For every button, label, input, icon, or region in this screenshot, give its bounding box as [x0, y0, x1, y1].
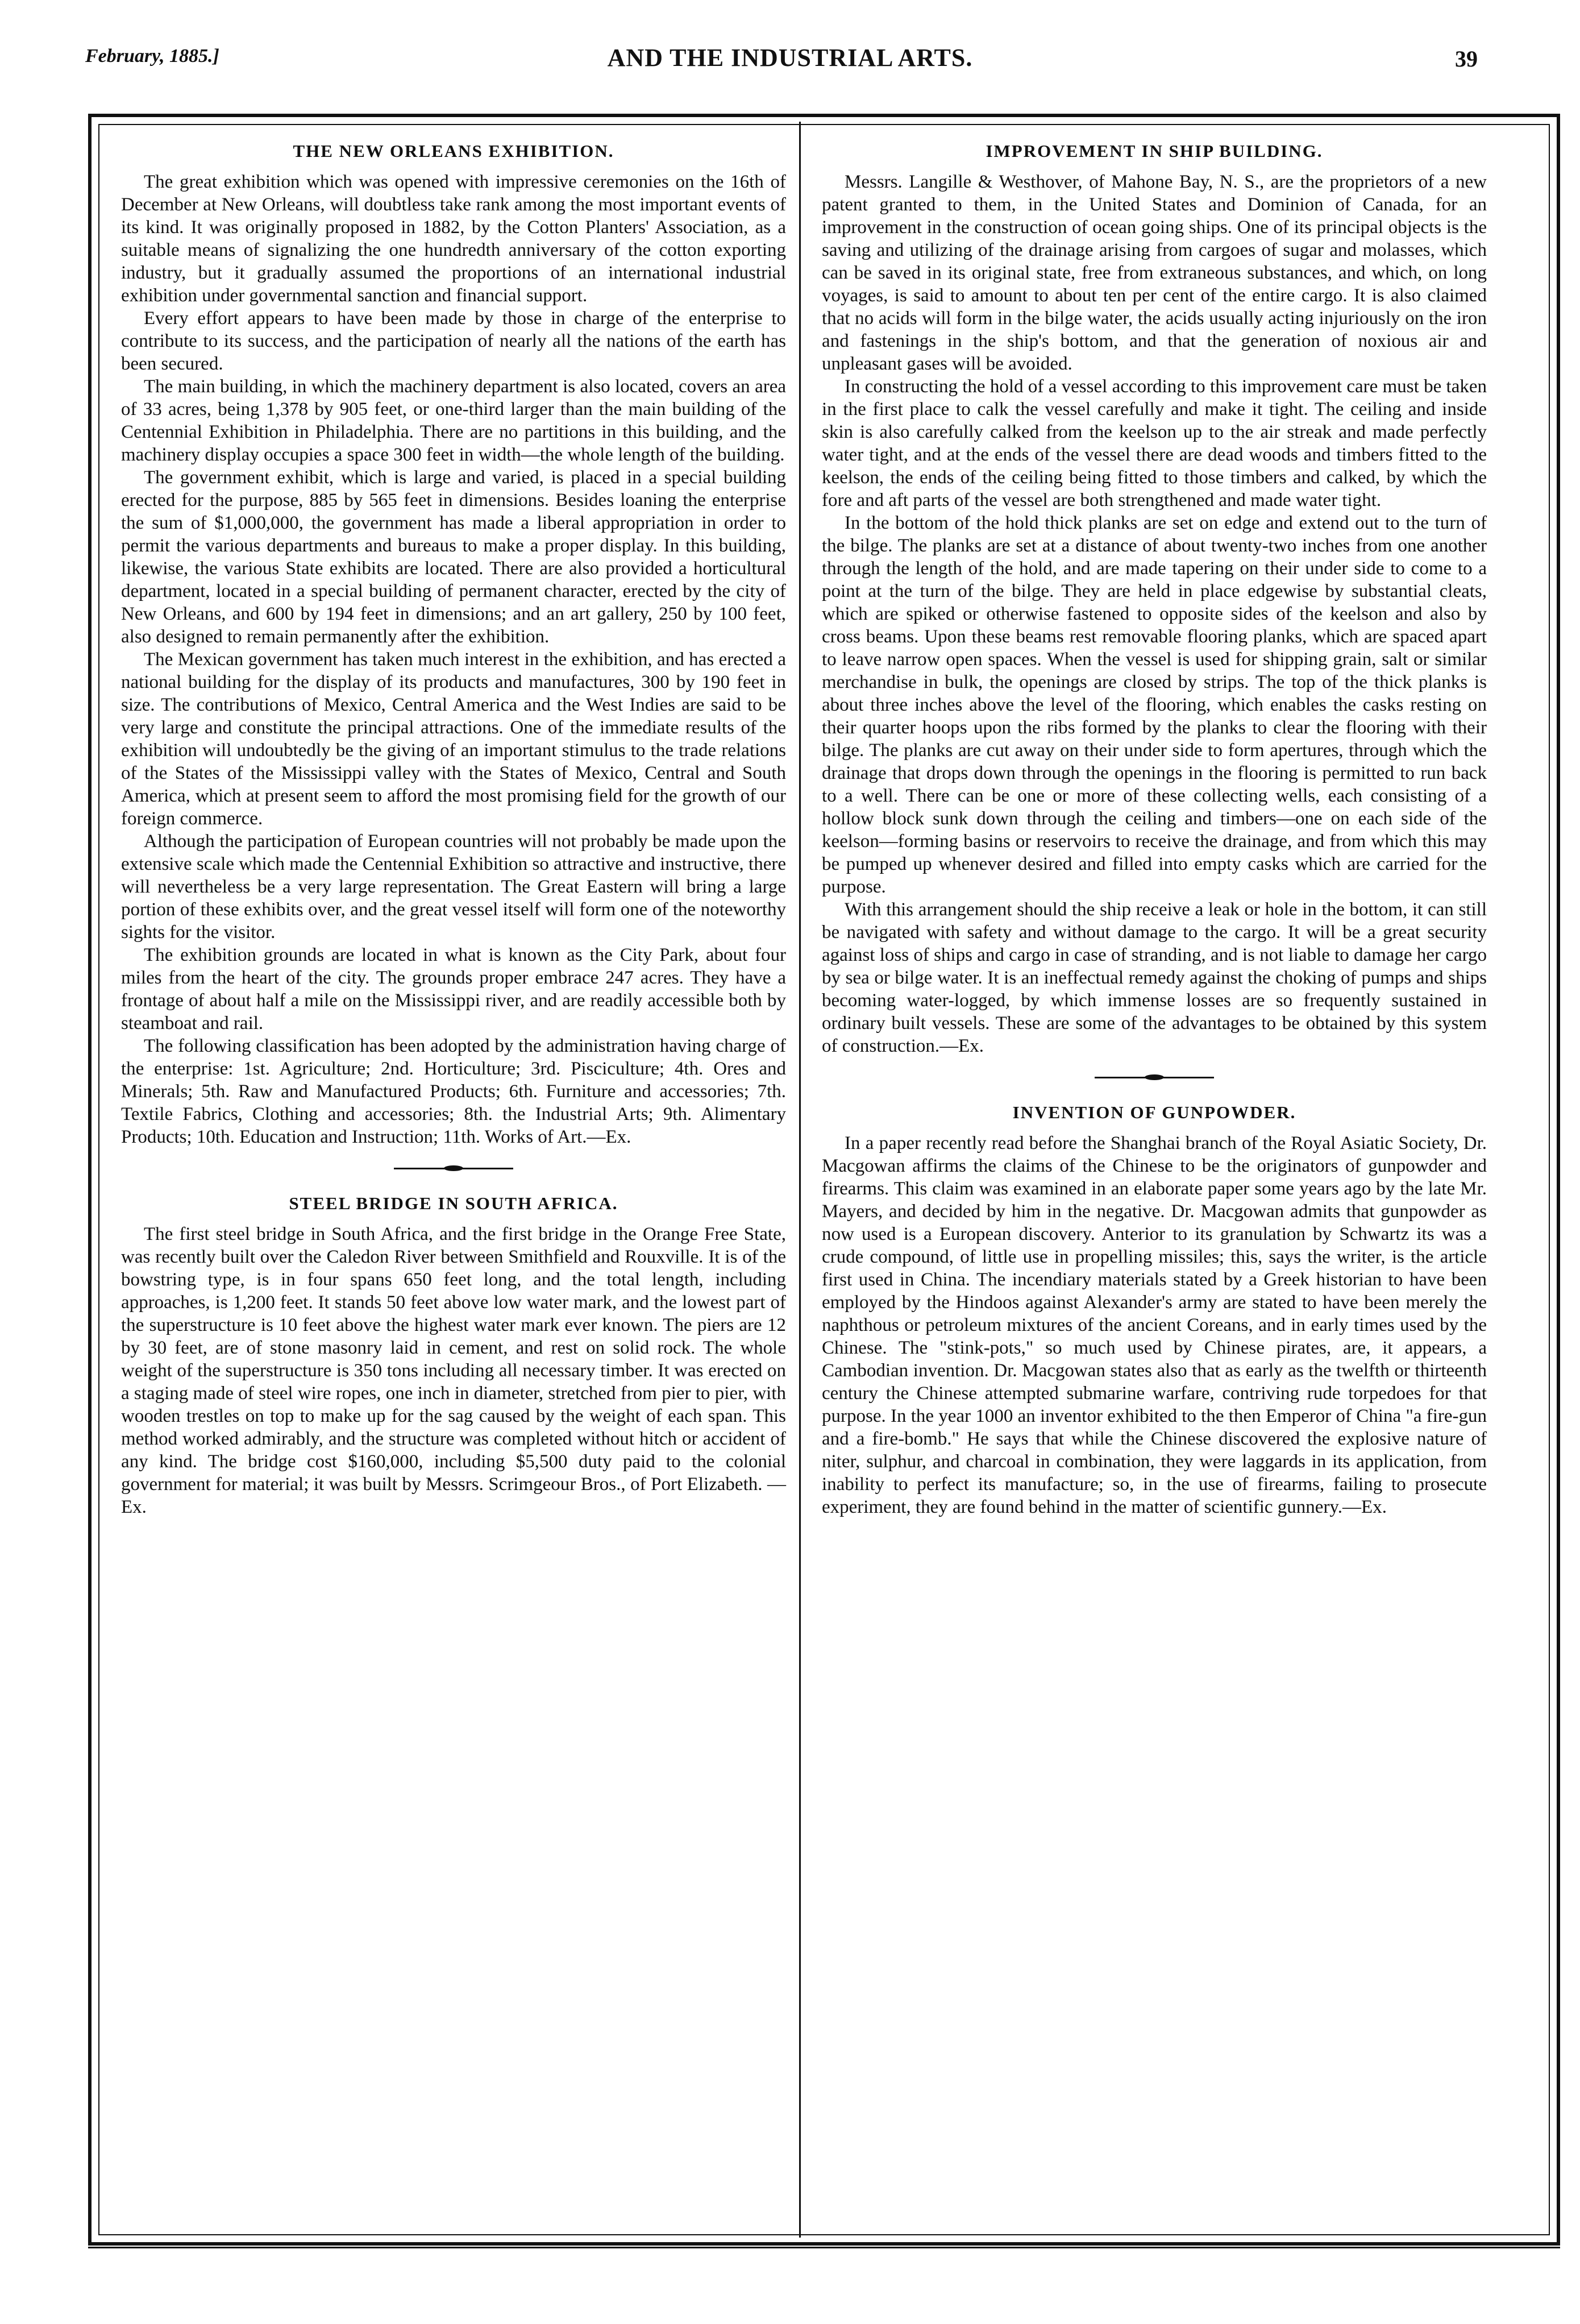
article-title: IMPROVEMENT IN SHIP BUILDING.: [986, 141, 1323, 161]
section-divider: [1095, 1077, 1214, 1078]
article-title: STEEL BRIDGE IN SOUTH AFRICA.: [289, 1193, 618, 1213]
running-title: AND THE INDUSTRIAL ARTS.: [607, 44, 973, 72]
page-frame: [88, 114, 1560, 2246]
article-title: INVENTION OF GUNPOWDER.: [1012, 1102, 1296, 1122]
article-ship-building: [822, 140, 1487, 1057]
right-column: [822, 134, 1487, 1518]
article-paragraph: The main building, in which the machinery department is also located, covers an area of 33 acres, being 1,378 by 905 feet, or one-third larger than the main building of the Centennial Exhibition in Philadelphia. There are no partitions in this building, and the machinery display occupies a space 300 feet in width—the whole length of the building.: [121, 376, 786, 465]
article-paragraph: Although the participation of European countries will not probably be made upon the extensive scale which made the Centennial Exhibition so attractive and instructive, there will nevertheless be a very large representation. The Great Eastern will bring a large portion of these exhibits over, and the great vessel itself will form one of the noteworthy sights for the visitor.: [121, 831, 786, 943]
left-column: [121, 134, 786, 1518]
section-divider: [394, 1168, 513, 1169]
article-gunpowder: [822, 1101, 1487, 1518]
bottom-rule: [88, 2247, 1560, 2248]
article-paragraph: Every effort appears to have been made by those in charge of the enterprise to contribute to its success, and the participation of nearly all the nations of the earth has been secured.: [121, 308, 786, 374]
article-paragraph: In constructing the hold of a vessel according to this improvement care must be taken in the first place to calk the vessel carefully and make it tight. The ceiling and inside skin is also carefully calked from the keelson up to the air streak and made perfectly water tight, and at the ends of the vessel there are dead woods and timbers fitted to the keelson, the ends of the ceiling being fitted to those timbers and calked, by which the fore and aft parts of the vessel are both strengthened and made water tight.: [822, 376, 1487, 511]
article-title: THE NEW ORLEANS EXHIBITION.: [293, 141, 614, 161]
article-paragraph: The first steel bridge in South Africa, and the first bridge in the Orange Free State, was recently built over the Caledon River between Smithfield and Rouxville. It is of the bowstring type, is in four spans 650 feet long, and the total length, including approaches, is 1,200 feet. It stands 50 feet above low water mark, and the lowest part of the superstructure is 10 feet above the highest water mark ever known. The piers are 12 by 30 feet, are of stone masonry laid in cement, and rest on solid rock. The whole weight of the superstructure is 350 tons including all necessary timber. It was erected on a staging made of steel wire ropes, one inch in diameter, stretched from pier to pier, with wooden trestles on top to make up for the sag caused by the weight of each span. This method worked admirably, and the structure was completed without hitch or accident of any kind. The bridge cost $160,000, including $5,500 duty paid to the colonial government for material; it was built by Messrs. Scrimgeour Bros., of Port Elizabeth. —Ex.: [121, 1224, 786, 1517]
article-steel-bridge: [121, 1192, 786, 1518]
article-paragraph: The exhibition grounds are located in what is known as the City Park, about four miles from the heart of the city. The grounds proper embrace 247 acres. They have a frontage of about half a mile on the Mississippi river, and are readily accessible both by steamboat and rail.: [121, 945, 786, 1034]
column-divider: [799, 122, 801, 2238]
article-paragraph: The following classification has been adopted by the administration having charge of the enterprise: 1st. Agriculture; 2nd. Horticulture; 3rd. Pisciculture; 4th. Ores and Minerals; 5th. Raw and Manufactured Products; 6th. Furniture and accessories; 7th. Textile Fabrics, Clothing and accessories; 8th. the Industrial Arts; 9th. Alimentary Products; 10th. Education and Instruction; 11th. Works of Art.—Ex.: [121, 1036, 786, 1147]
article-paragraph: The Mexican government has taken much interest in the exhibition, and has erected a national building for the display of its products and manufactures, 300 by 190 feet in size. The contributions of Mexico, Central America and the West Indies are said to be very large and constitute the principal attractions. One of the immediate results of the exhibition will undoubtedly be the giving of an important stimulus to the trade relations of the States of the Mississippi valley with the States of Mexico, Central and South America, which at present seem to afford the most promising field for the growth of our foreign commerce.: [121, 649, 786, 829]
article-paragraph: The government exhibit, which is large and varied, is placed in a special building erected for the purpose, 885 by 565 feet in dimensions. Besides loaning the enterprise the sum of $1,000,000, the government has made a liberal appropriation in order to permit the various departments and bureaus to make a proper display. In this building, likewise, the various State exhibits are located. There are also provided a horticultural department, located in a special building of permanent character, erected by the city of New Orleans, and 600 by 194 feet in dimensions; and an art gallery, 250 by 100 feet, also designed to remain permanently after the exhibition.: [121, 467, 786, 647]
article-paragraph: The great exhibition which was opened with impressive ceremonies on the 16th of December at New Orleans, will doubtless take rank among the most important events of its kind. It was originally proposed in 1882, by the Cotton Planters' Association, as a suitable means of signalizing the one hundredth anniversary of the cotton exporting industry, but it gradually assumed the proportions of an international industrial exhibition under governmental sanction and financial support.: [121, 172, 786, 306]
article-new-orleans-exhibition: [121, 140, 786, 1148]
page-header: [0, 45, 1580, 85]
page-number: 39: [1455, 46, 1478, 72]
article-paragraph: In the bottom of the hold thick planks are set on edge and extend out to the turn of the bilge. The planks are set at a distance of about twenty-two inches from one another through the length of the hold, and are made tapering on their under side to come to a point at the turn of the bilge. They are held in place edgewise by substantial cleats, which are spiked or otherwise fastened to opposite sides of the keelson and also by cross beams. Upon these beams rest removable flooring planks, which are spaced apart to leave narrow open spaces. When the vessel is used for shipping grain, salt or similar merchandise in bulk, the openings are closed by strips. The top of the thick planks is about three inches above the level of the flooring, which enables the casks resting on their quarter hoops upon the ribs formed by the planks to clear the flooring with their bilge. The planks are cut away on their under side to form apertures, through which the drainage that drops down through the openings in the flooring is permitted to run back to a well. There can be one or more of these collecting wells, each consisting of a hollow block sunk down through the ceiling and timbers—one on each side of the keelson—forming basins or reservoirs to receive the drainage, and from which this may be pumped up whenever desired and filled into empty casks which are carried for the purpose.: [822, 513, 1487, 897]
article-paragraph: In a paper recently read before the Shanghai branch of the Royal Asiatic Society, Dr. Macgowan affirms the claims of the Chinese to be the originators of gunpowder and firearms. This claim was examined in an elaborate paper some years ago by the late Mr. Mayers, and decided by him in the negative. Dr. Macgowan admits that gunpowder as now used is a European discovery. Anterior to its granulation by Schwartz its was a crude compound, of little use in propelling missiles; this, says the writer, is the article first used in China. The incendiary materials stated by a Greek historian to have been employed by the Hindoos against Alexander's army are stated to have been merely the naphthous or petroleum mixtures of the ancient Coreans, and in early times used by the Chinese. The "stink-pots," so much used by Chinese pirates, are, it appears, a Cambodian invention. Dr. Macgowan states also that as early as the twelfth or thirteenth century the Chinese attempted submarine warfare, contriving rude torpedoes for that purpose. In the year 1000 an inventor exhibited to the then Emperor of China "a fire-gun and a fire-bomb." He says that while the Chinese discovered the explosive nature of niter, sulphur, and charcoal in combination, they were laggards in its application, from inability to perfect its manufacture; so, in the use of firearms, failing to prosecute experiment, they are found behind in the matter of scientific gunnery.—Ex.: [822, 1133, 1487, 1517]
article-paragraph: Messrs. Langille & Westhover, of Mahone Bay, N. S., are the proprietors of a new patent granted to them, in the United States and Dominion of Canada, for an improvement in the construction of ocean going ships. One of its principal objects is the saving and utilizing of the drainage arising from cargoes of sugar and molasses, which can be saved in its original state, free from extraneous substances, and which, on long voyages, is said to amount to about ten per cent of the entire cargo. It is also claimed that no acids will form in the bilge water, the acids usually acting injuriously on the iron and fastenings in the ship's bottom, and that the generation of noxious air and unpleasant gases will be avoided.: [822, 172, 1487, 374]
article-paragraph: With this arrangement should the ship receive a leak or hole in the bottom, it can still be navigated with safety and without damage to the cargo. It will be a great security against loss of ships and cargo in case of stranding, and is not liable to damage her cargo by sea or bilge water. It is an ineffectual remedy against the choking of pumps and ships becoming water-logged, by which immense losses are so frequently sustained in ordinary built vessels. These are some of the advantages to be obtained by this system of construction.—Ex.: [822, 899, 1487, 1056]
issue-date: February, 1885.]: [85, 45, 219, 67]
